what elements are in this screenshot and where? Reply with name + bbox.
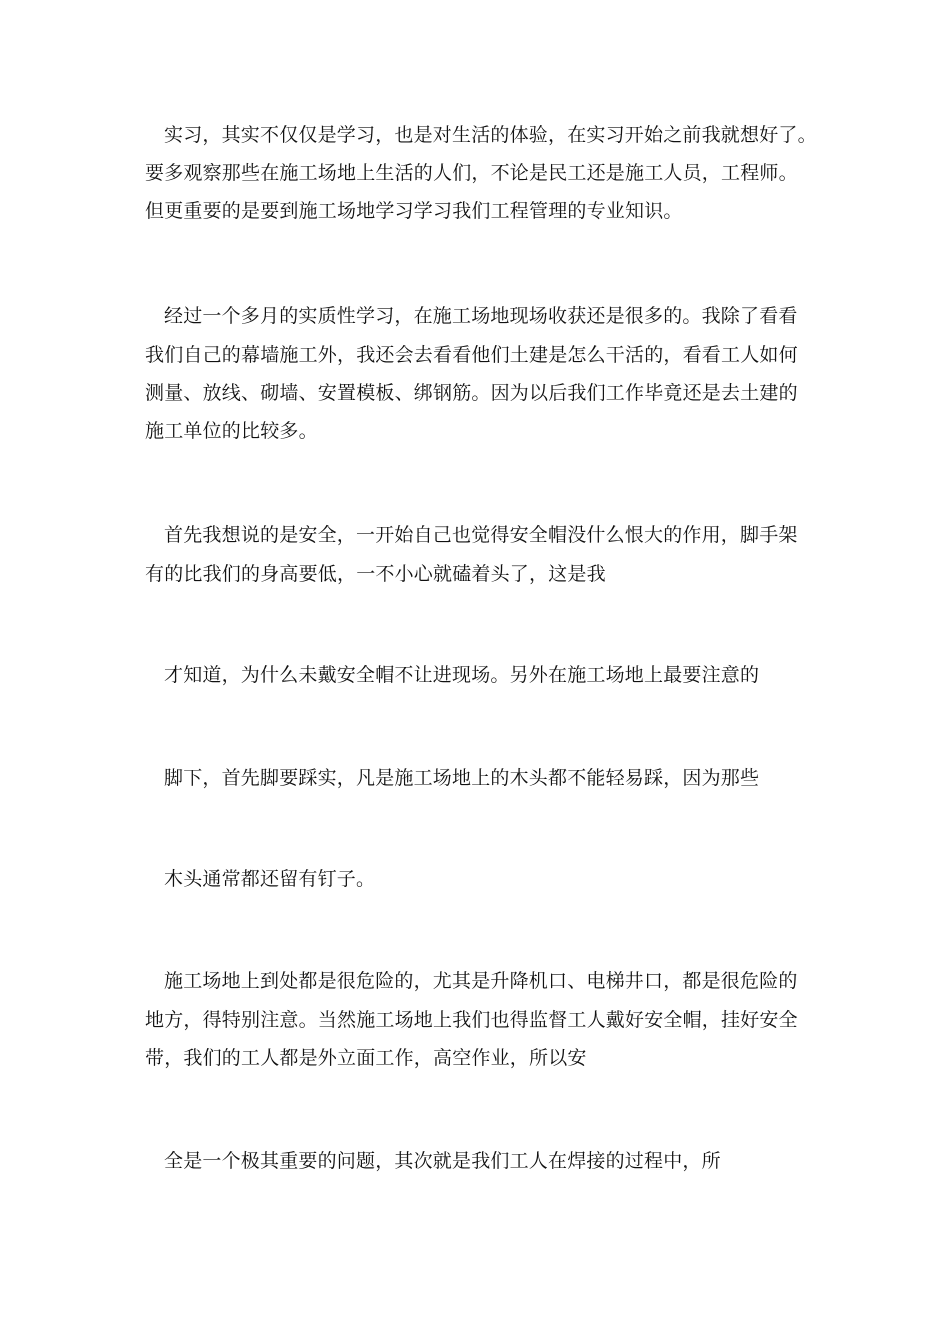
paragraph-6-line-1: 木头通常都还留有钉子。 — [164, 868, 376, 890]
paragraph-2-line-4: 施工单位的比较多。 — [145, 420, 318, 442]
paragraph-7-line-2: 地方，得特别注意。当然施工场地上我们也得监督工人戴好安全帽，挂好安全 — [145, 1009, 798, 1031]
paragraph-7-line-1: 施工场地上到处都是很危险的，尤其是升降机口、电梯井口，都是很危险的 — [164, 970, 798, 992]
paragraph-3-line-2: 有的比我们的身高要低，一不小心就磕着头了，这是我 — [145, 563, 606, 585]
paragraph-2-line-2: 我们自己的幕墙施工外，我还会去看看他们土建是怎么干活的，看看工人如何 — [145, 344, 798, 366]
paragraph-2-line-3: 测量、放线、砌墙、安置模板、绑钢筋。因为以后我们工作毕竟还是去土建的 — [145, 382, 798, 404]
paragraph-7-line-3: 带，我们的工人都是外立面工作，高空作业，所以安 — [145, 1047, 587, 1069]
paragraph-8-line-1: 全是一个极其重要的问题，其次就是我们工人在焊接的过程中，所 — [164, 1150, 721, 1172]
paragraph-3-line-1: 首先我想说的是安全，一开始自己也觉得安全帽没什么恨大的作用，脚手架 — [164, 524, 798, 546]
paragraph-5-line-1: 脚下，首先脚要踩实，凡是施工场地上的木头都不能轻易踩，因为那些 — [164, 767, 760, 789]
paragraph-1-line-3: 但更重要的是要到施工场地学习学习我们工程管理的专业知识。 — [145, 200, 683, 222]
paragraph-4-line-1: 才知道，为什么未戴安全帽不让进现场。另外在施工场地上最要注意的 — [164, 664, 760, 686]
paragraph-1-line-1: 实习，其实不仅仅是学习，也是对生活的体验，在实习开始之前我就想好了。 — [164, 124, 817, 146]
paragraph-2-line-1: 经过一个多月的实质性学习，在施工场地现场收获还是很多的。我除了看看 — [164, 305, 798, 327]
paragraph-1-line-2: 要多观察那些在施工场地上生活的人们，不论是民工还是施工人员，工程师。 — [145, 162, 798, 184]
